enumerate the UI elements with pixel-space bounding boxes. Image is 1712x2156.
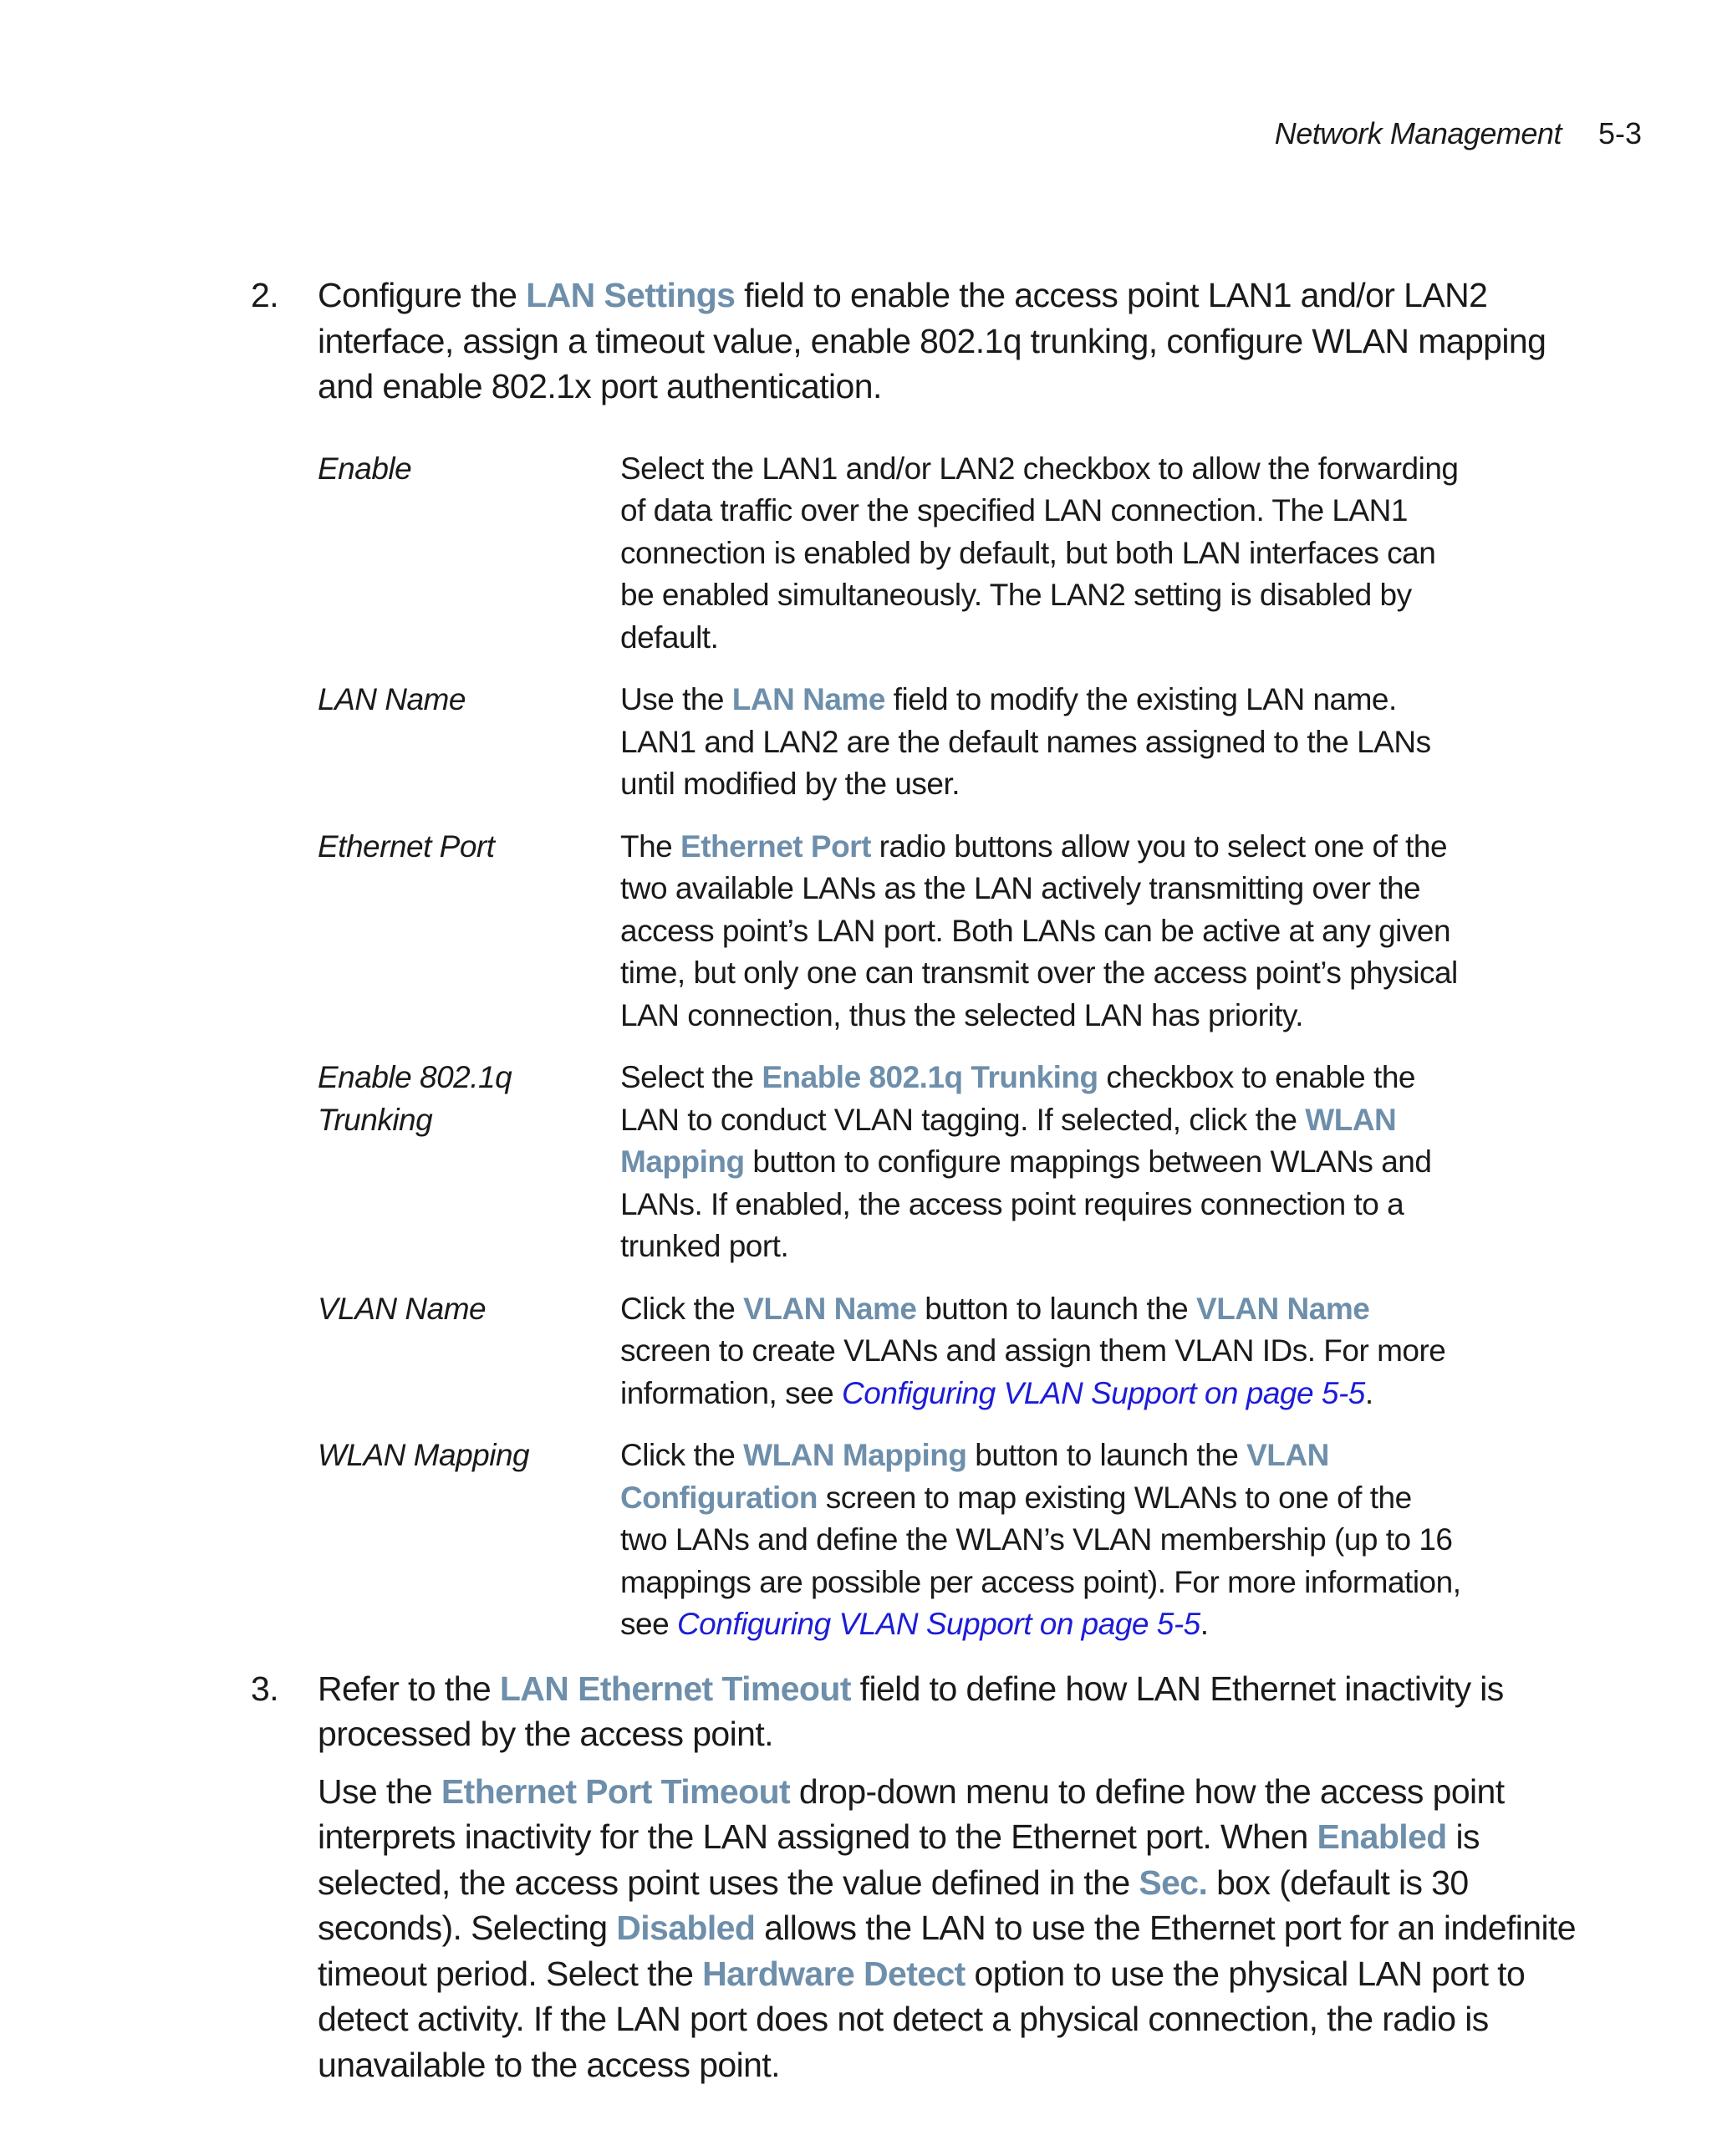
keyword-ethernet-port: Ethernet Port (680, 828, 871, 864)
text-run: button to launch the (966, 1438, 1247, 1472)
keyword-sec: Sec. (1139, 1863, 1208, 1902)
text-run: screen to map existing WLANs to one of the two LANs and define the WLAN’s VLAN membership (up to 16 mappings are possible per access point). For more information, see (620, 1480, 1461, 1641)
text-run: . (1200, 1607, 1209, 1641)
text-run: Select the (620, 1060, 762, 1094)
text-run: allows the LAN to use the Ethernet port for an indefinite timeout period. Select the (318, 1909, 1576, 1993)
definition-term: Ethernet Port (318, 828, 495, 864)
definition-term: LAN Name (318, 682, 466, 716)
keyword-hardware-detect: Hardware Detect (702, 1954, 966, 1993)
text-run: option to use the physical LAN port to detect activity. If the LAN port does not detect a physical connection, the radio is unavailable to the access point. (318, 1954, 1526, 2084)
definition-term (318, 1057, 620, 1268)
definition-ethernet-port (318, 826, 1505, 1037)
text-run: radio buttons allow you to select one of the two available LANs as the LAN actively transmitting over the access point’s LAN port. Both LANs can be active at any given time, but only one can transmit over the access point’s physical LAN connection, thus the selected LAN has priority. (620, 828, 1458, 1032)
keyword-wlan-mapping: WLAN Mapping (620, 1102, 1397, 1179)
step-3 (251, 1666, 1588, 2088)
keyword-ethernet-port-timeout: Ethernet Port Timeout (441, 1771, 791, 1811)
text-run: Use the (620, 682, 732, 716)
definition-enable (318, 448, 1505, 660)
term-line: Enable 802.1q (318, 1060, 512, 1094)
running-header-section: Network Management (1274, 116, 1562, 150)
page-number: 5-3 (1597, 116, 1642, 150)
page-content (251, 273, 1588, 2087)
text-run: field to modify the existing LAN name. LAN1 and LAN2 are the default names assigned to the LANs until modified by the user. (620, 682, 1431, 801)
definition-trunking (318, 1057, 1505, 1268)
text-run: . (1364, 1375, 1373, 1410)
keyword-lan-settings: LAN Settings (526, 276, 736, 314)
text-run: field to define how LAN Ethernet inactivity is processed by the access point. (318, 1669, 1504, 1753)
text-run: button to configure mappings between WLANs and LANs. If enabled, the access point requires connection to a trunked port. (620, 1144, 1432, 1263)
step-3-paragraph-2 (318, 1769, 1588, 2088)
keyword-lan-ethernet-timeout: LAN Ethernet Timeout (499, 1669, 851, 1708)
text-run: is selected, the access point uses the value defined in the (318, 1817, 1480, 1902)
text-run: button to launch the (916, 1291, 1197, 1326)
definition-description (620, 1057, 1465, 1268)
text-run: checkbox to enable the LAN to conduct VLAN tagging. If selected, click the (620, 1060, 1415, 1137)
definition-description (620, 448, 1465, 660)
cross-reference-link[interactable]: Configuring VLAN Support on page 5-5 (676, 1607, 1200, 1641)
keyword-lan-name: LAN Name (731, 682, 885, 716)
step-number: 3. (251, 1669, 278, 1708)
keyword-vlan-configuration: VLAN Configuration (620, 1438, 1329, 1515)
definition-term: Enable (318, 451, 412, 486)
step-2-text (318, 273, 1588, 410)
step-3-text (318, 1666, 1588, 1757)
definition-description (620, 826, 1465, 1037)
definition-vlan-name (318, 1288, 1505, 1415)
keyword-vlan-name: VLAN Name (1196, 1291, 1370, 1326)
text-run: Refer to the (318, 1669, 500, 1708)
page-header (1275, 115, 1642, 152)
text-run: box (default is 30 seconds). Selecting (318, 1863, 1469, 1947)
step-number: 2. (251, 276, 278, 314)
term-line: Trunking (318, 1102, 433, 1137)
keyword-vlan-name: VLAN Name (743, 1291, 917, 1326)
keyword-disabled: Disabled (616, 1909, 756, 1947)
text-run: Use the (318, 1771, 441, 1811)
definition-term: WLAN Mapping (318, 1438, 530, 1472)
text-run: Configure the (318, 276, 527, 314)
definition-term: VLAN Name (318, 1291, 487, 1326)
definition-wlan-mapping (318, 1435, 1505, 1646)
text-run: Click the (620, 1291, 744, 1326)
text-run: Click the (620, 1438, 744, 1472)
step-2 (251, 273, 1588, 410)
text-run: screen to create VLANs and assign them VLAN IDs. For more information, see (620, 1333, 1446, 1410)
definition-description (620, 1435, 1465, 1646)
definition-list (318, 448, 1505, 1646)
definition-description (620, 1288, 1465, 1415)
keyword-enable-trunking: Enable 802.1q Trunking (762, 1060, 1098, 1094)
text-run: Select the LAN1 and/or LAN2 checkbox to allow the forwarding of data traffic over the specified LAN connection. The LAN1 connection is enabled by default, but both LAN interfaces can be enabled simultaneously. The LAN2 setting is disabled by default. (620, 451, 1459, 655)
definition-lan-name (318, 679, 1505, 806)
keyword-enabled: Enabled (1317, 1817, 1447, 1856)
keyword-wlan-mapping: WLAN Mapping (743, 1438, 967, 1472)
text-run: field to enable the access point LAN1 and/or LAN2 interface, assign a timeout value, enable 802.1q trunking, configure WLAN mapping and enable 802.1x port authentication. (318, 276, 1546, 405)
text-run: The (620, 828, 681, 864)
text-run: drop-down menu to define how the access point interprets inactivity for the LAN assigned to the Ethernet port. When (318, 1771, 1505, 1856)
definition-description (620, 679, 1465, 806)
cross-reference-link[interactable]: Configuring VLAN Support on page 5-5 (842, 1375, 1365, 1410)
